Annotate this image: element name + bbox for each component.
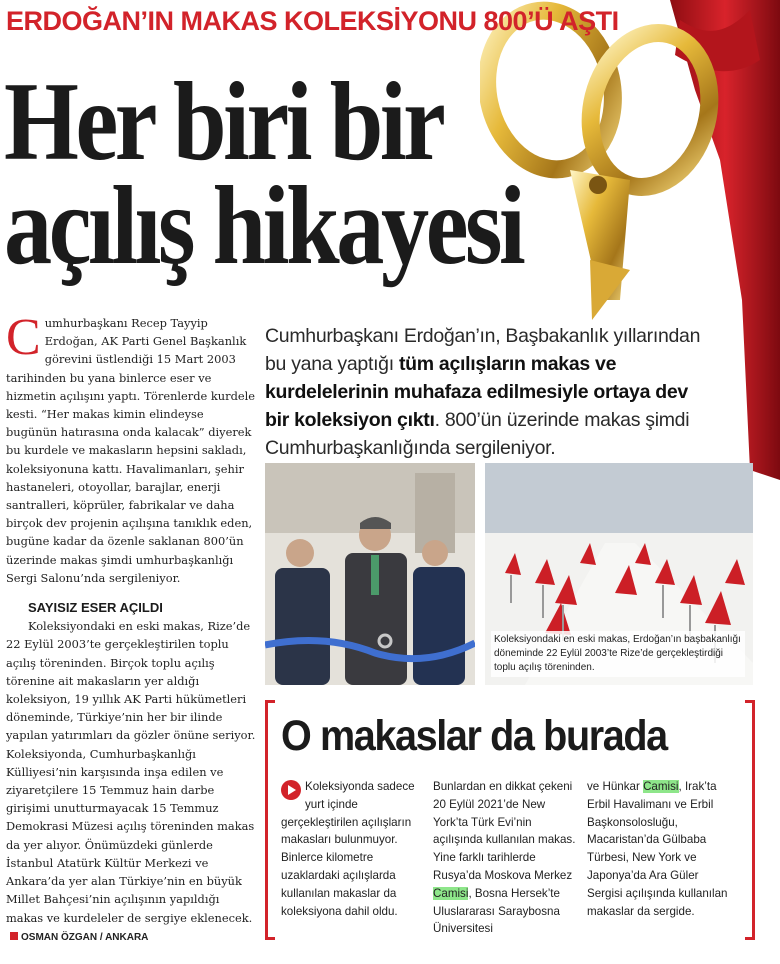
box-column-2-text-b: , Bosna Hersek’te Uluslararası Saraybosna Üniversitesi	[433, 886, 560, 936]
box-column-1-text: Koleksiyonda sadece yurt içinde gerçekleştirilen açılışların makasları bulunmuyor. Binlerce kilometre uzaklardaki açılışlarda kullanılan makaslar da koleksiyona dahil oldu.	[281, 780, 415, 918]
play-icon	[281, 780, 301, 800]
intro-text: umhurbaşkanı Recep Tayyip Erdoğan, AK Parti Genel Başkanlık görevini üstlendiği 15 Mart 2003 tarihinden bu yana binlerce eser ve hizmetin açılışını yaptı. Törenlerde kurdele kesti. “Her makas kimin elindeyse bugünün hatırasına onda kalacak” diyerek bu kurdele ve makasların hepsini sakladı, koleksiyonuna kattı. Havalimanları, şehir hastaneleri, otoyollar, barajlar, enerji santralleri, köprüler, fabrikalar ve daha birçok dev projenin açılışına tanıklık eden, bugüne kadar da özenle saklanan 800’ün üzerinde makas şimdi umhurbaşkanlığı Sergi Salonu’nda sergileniyor.	[6, 316, 255, 585]
subhead: SAYISIZ ESER AÇILDI	[28, 600, 163, 616]
lead-part-1: Cumhurbaşkanı Erdoğan’ın, Başbakanlık yıllarından bu yana yaptığı	[265, 325, 701, 375]
kicker: ERDOĞAN’IN MAKAS KOLEKSİYONU 800’Ü AŞTI	[6, 6, 619, 36]
box-bracket-right	[745, 700, 755, 940]
photo-caption: Koleksiyondaki en eski makas, Erdoğan’ın başbakanlığı döneminde 22 Eylül 2003’te Rize’de gerçekleştirdiği toplu açılış töreninden.	[491, 631, 745, 677]
box-column-3	[587, 778, 737, 920]
exhibition-photo	[485, 463, 753, 685]
lead-part-2: . 800’ün üzerinde makas şimdi Cumhurbaşkanlığında sergileniyor.	[265, 409, 690, 459]
box-column-3-text-b: , Irak’ta Erbil Havalimanı ve Erbil Başkonsolosluğu, Macaristan’da Gülbaba Türbesi, New York ve Japonya’da Ara Güler Sergisi açılışında kullanılan makaslar da sergide.	[587, 780, 728, 918]
box-column-3-text-a: ve Hünkar	[587, 780, 644, 793]
sidebar-box	[265, 700, 755, 940]
headline-line-1: Her biri bir	[4, 60, 443, 184]
lead-bold: tüm açılışların makas ve kurdelelerinin muhafaza edilmesiyle ortaya dev bir koleksiyon çıktı	[265, 353, 688, 431]
box-column-1	[281, 778, 431, 920]
highlighted-word: Camisi	[643, 780, 679, 793]
byline-square-icon	[10, 932, 18, 940]
box-column-2-text-a: Bunlardan en dikkat çekeni 20 Eylül 2021’de New York’ta Türk Evi’nin açılışında kullanılan makas. Yine farklı tarihlerde Rusya’da Moskova Merkez	[433, 780, 576, 882]
highlighted-word: Camisi	[433, 886, 469, 900]
ceremony-photo	[265, 463, 475, 685]
headline-line-2: açılış hikayesi	[4, 164, 523, 288]
dropcap: C	[6, 309, 41, 366]
box-bracket-left	[265, 700, 275, 940]
box-title: O makaslar da burada	[281, 712, 667, 760]
byline: OSMAN ÖZGAN / ANKARA	[21, 931, 149, 943]
box-column-2	[433, 778, 583, 938]
intro-paragraph	[6, 309, 256, 587]
body-paragraph	[6, 617, 256, 947]
body-text: Koleksiyondaki en eski makas, Rize’de 22 Eylül 2003’te gerçekleştirilen toplu açılış töreninden. Birçok toplu açılış törenine ait makasların yer aldığı koleksiyon, 19 yıllık AK Parti hükümetleri döneminde, Türkiye’nin her bir ilinde yapılan yatırımları da gözler önüne seriyor. Koleksiyonda, Cumhurbaşkanlığı Külliyesi’nin karşısında inşa edilen ve ziyaretçilere 15 Temmuz hain darbe girişimi unutturmayacak 15 Temmuz Demokrasi Müzesi açılış töreninden makas da yer alıyor. Önümüzdeki günlerde İstanbul Atatürk Kültür Merkezi ve Ankara’da yer alan Türkiye’nin en büyük Millet Bahçesi’nin açılışının yapıldığı makas ve kurdeleler de sergiye eklenecek.	[6, 619, 256, 925]
headline	[4, 60, 523, 288]
lead-paragraph	[265, 322, 705, 462]
left-column	[6, 309, 256, 947]
ceremony-photo-illustration	[265, 463, 475, 685]
